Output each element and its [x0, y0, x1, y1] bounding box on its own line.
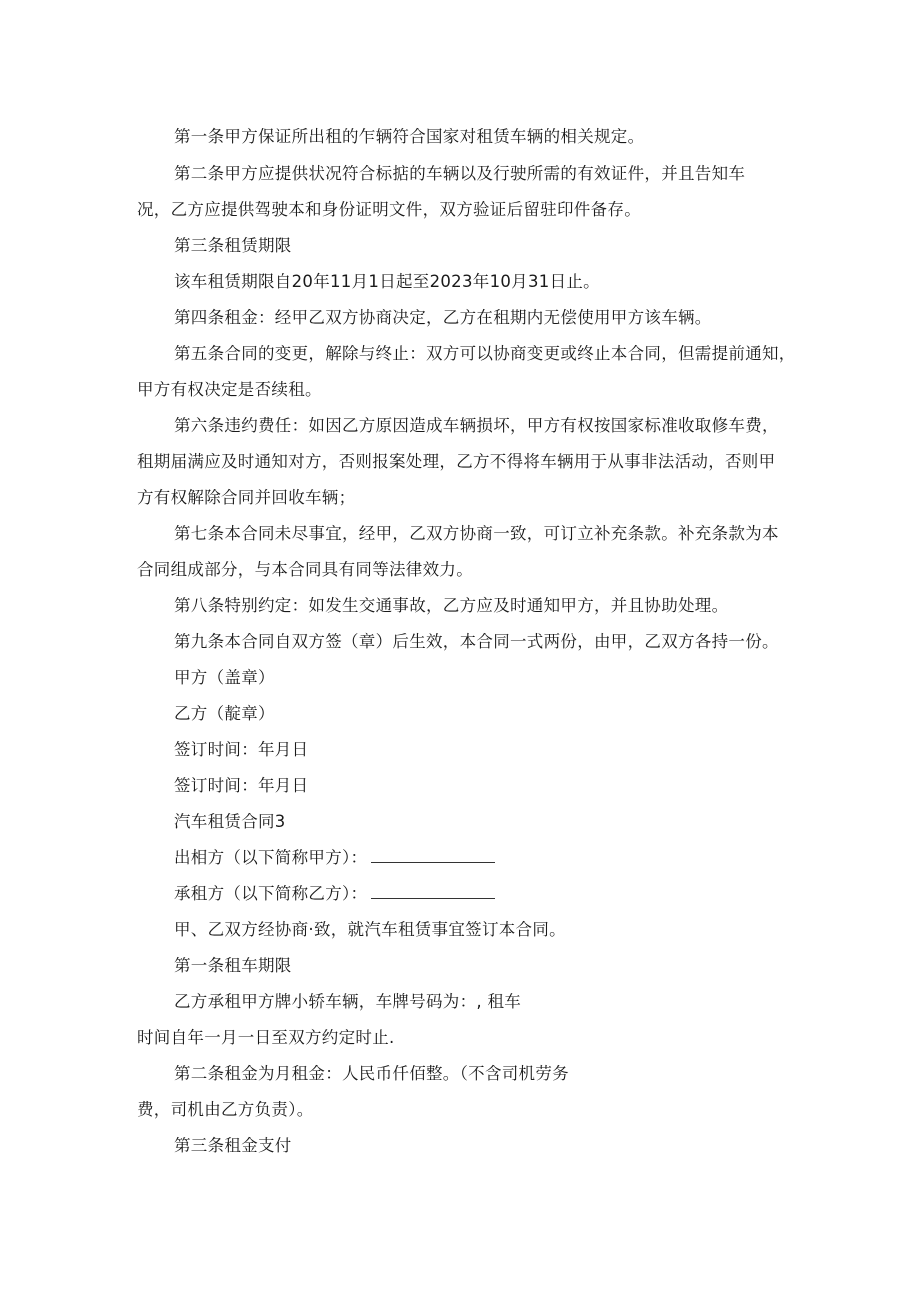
- clause-1-text: 第一条甲方保证所出租的乍辆符合国家对租赁车辆的相关规定。: [174, 127, 645, 146]
- clause-8-text: 第八条特别约定：如发生交通事故，乙方应及时通知甲方，并且协助处理。: [174, 596, 729, 615]
- lessor-label: 出相方（以下简称甲方）：: [174, 848, 368, 867]
- clause-6-text-line-3: 方有权解除合同并回收车辆；: [137, 488, 356, 507]
- clause-5-text-line-2: 甲方有权决定是否续租。: [137, 380, 322, 399]
- clause-7-text-line-1: 第七条本合同未尽事宜，经甲，乙双方协商一致，可订立补充条款。补充条款为本: [174, 524, 779, 543]
- clause-9-text: 第九条本合同自双方签（章）后生效，本合同一式两份，由甲，乙双方各持一份。: [174, 632, 779, 651]
- clause-2-text-line-2: 况，乙方应提供驾驶本和身份证明文件，双方验证后留驻印件备存。: [137, 200, 641, 219]
- clause-6-text-line-2: 租期届满应及时通知对方，否则报案处理，乙方不得将车辆用于从事非法活动，否则甲: [137, 452, 776, 471]
- rent-text-line-1: 第二条租金为月租金：人民币仟佰整。（不含司机劳务: [174, 1064, 569, 1083]
- clause-7-text-line-2: 合同组成部分，与本合同具有同等法律效力。: [137, 560, 473, 579]
- rental-period-text-line-2: 时间自年一月一日至双方约定时止.: [137, 1028, 395, 1047]
- rental-period-text-line-1: 乙方承租甲方牌小轿车辆，车牌号码为：, 租车: [174, 992, 522, 1011]
- signing-date-1: 签订时间：年月日: [174, 740, 309, 759]
- signing-date-2: 签订时间：年月日: [174, 776, 309, 795]
- rent-text-line-2: 费，司机由乙方负责）。: [137, 1100, 314, 1119]
- party-a-seal: 甲方（盖章）: [174, 668, 275, 687]
- rental-period-heading: 第一条租车期限: [174, 956, 292, 975]
- lessor-line: [174, 848, 495, 868]
- lessee-blank: [371, 884, 495, 899]
- party-b-seal: 乙方（靛章）: [174, 704, 275, 723]
- clause-2-text-line-1: 第二条甲方应提供状况符合标掂的车辆以及行驶所需的有效证件，并且告知车: [174, 164, 746, 183]
- rent-payment-heading: 第三条租金支付: [174, 1136, 292, 1155]
- lessee-line: [174, 884, 495, 904]
- lessee-label: 承租方（以下简称乙方）：: [174, 884, 368, 903]
- contract-3-title: 汽车租赁合同3: [174, 812, 286, 831]
- lease-period-text: 该车租赁期限自20年11月1日起至2023年10月31日止。: [174, 272, 600, 291]
- agreement-intro: 甲、乙双方经协商·致，就汽车租赁事宜签订本合同。: [174, 920, 566, 939]
- clause-4-text: 第四条租金：经甲乙双方协商决定，乙方在租期内无偿使用甲方该车辆。: [174, 308, 712, 327]
- clause-5-text-line-1: 第五条合同的变更，解除与终止：双方可以协商变更或终止本合同，但需提前通知，: [174, 344, 796, 363]
- clause-6-text-line-1: 第六条违约费任：如因乙方原因造成车辆损坏，甲方有权按国家标准收取修车费，: [174, 416, 779, 435]
- lessor-blank: [371, 848, 495, 863]
- clause-3-heading: 第三条租赁期限: [174, 236, 292, 255]
